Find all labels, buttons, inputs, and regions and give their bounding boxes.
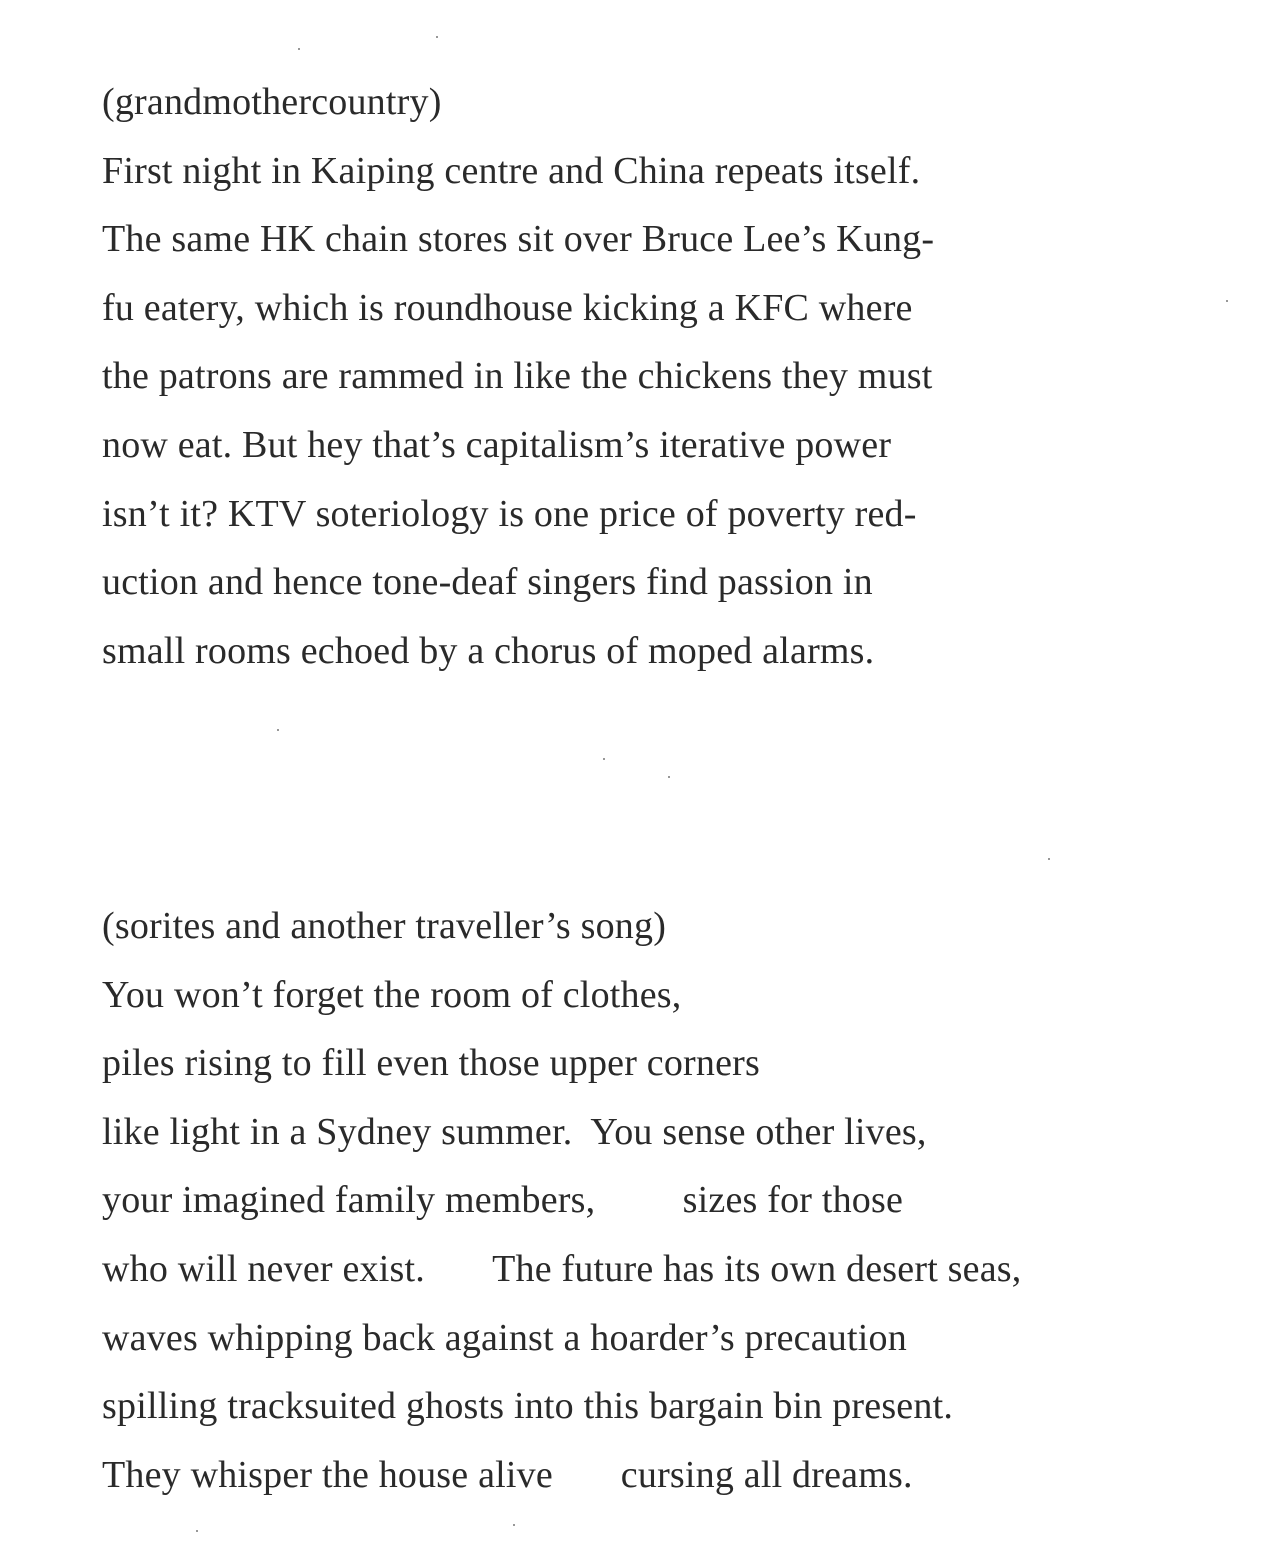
poem-line: your imagined family members, sizes for those — [102, 1179, 904, 1222]
poem-line: fu eatery, which is roundhouse kicking a KFC where — [102, 286, 913, 329]
scan-speck — [436, 36, 438, 38]
poem-title: (grandmothercountry) — [102, 81, 442, 123]
poem-line: small rooms echoed by a chorus of moped alarms. — [102, 629, 875, 672]
poem-line: spilling tracksuited ghosts into this bargain bin present. — [102, 1385, 954, 1428]
scan-speck — [1226, 300, 1228, 302]
poem-line: You won’t forget the room of clothes, — [102, 973, 682, 1016]
poem-line: waves whipping back against a hoarder’s precaution — [102, 1316, 907, 1359]
poem-line: First night in Kaiping centre and China repeats itself. — [102, 149, 921, 192]
poem-line: now eat. But hey that’s capitalism’s iterative power — [102, 423, 892, 466]
scan-speck — [277, 729, 279, 731]
scan-speck — [668, 776, 670, 778]
poem-line: like light in a Sydney summer. You sense other lives, — [102, 1110, 927, 1153]
poem-line: The same HK chain stores sit over Bruce Lee’s Kung- — [102, 218, 935, 261]
poem-line: They whisper the house alive cursing all dreams. — [102, 1453, 913, 1496]
poem-sorites — [102, 892, 1021, 1509]
poem-line: isn’t it? KTV soteriology is one price of poverty red- — [102, 492, 917, 535]
scan-speck — [298, 48, 300, 50]
scan-speck — [1048, 858, 1050, 860]
poem-line: the patrons are rammed in like the chickens they must — [102, 355, 933, 398]
poem-grandmothercountry — [102, 68, 934, 685]
scan-speck — [603, 758, 605, 760]
scan-speck — [513, 1524, 515, 1526]
poem-line: piles rising to fill even those upper corners — [102, 1042, 761, 1085]
poem-line: who will never exist. The future has its own desert seas, — [102, 1247, 1022, 1290]
scan-speck — [196, 1530, 198, 1532]
poem-line: uction and hence tone-deaf singers find passion in — [102, 561, 873, 604]
poem-title: (sorites and another traveller’s song) — [102, 905, 667, 947]
